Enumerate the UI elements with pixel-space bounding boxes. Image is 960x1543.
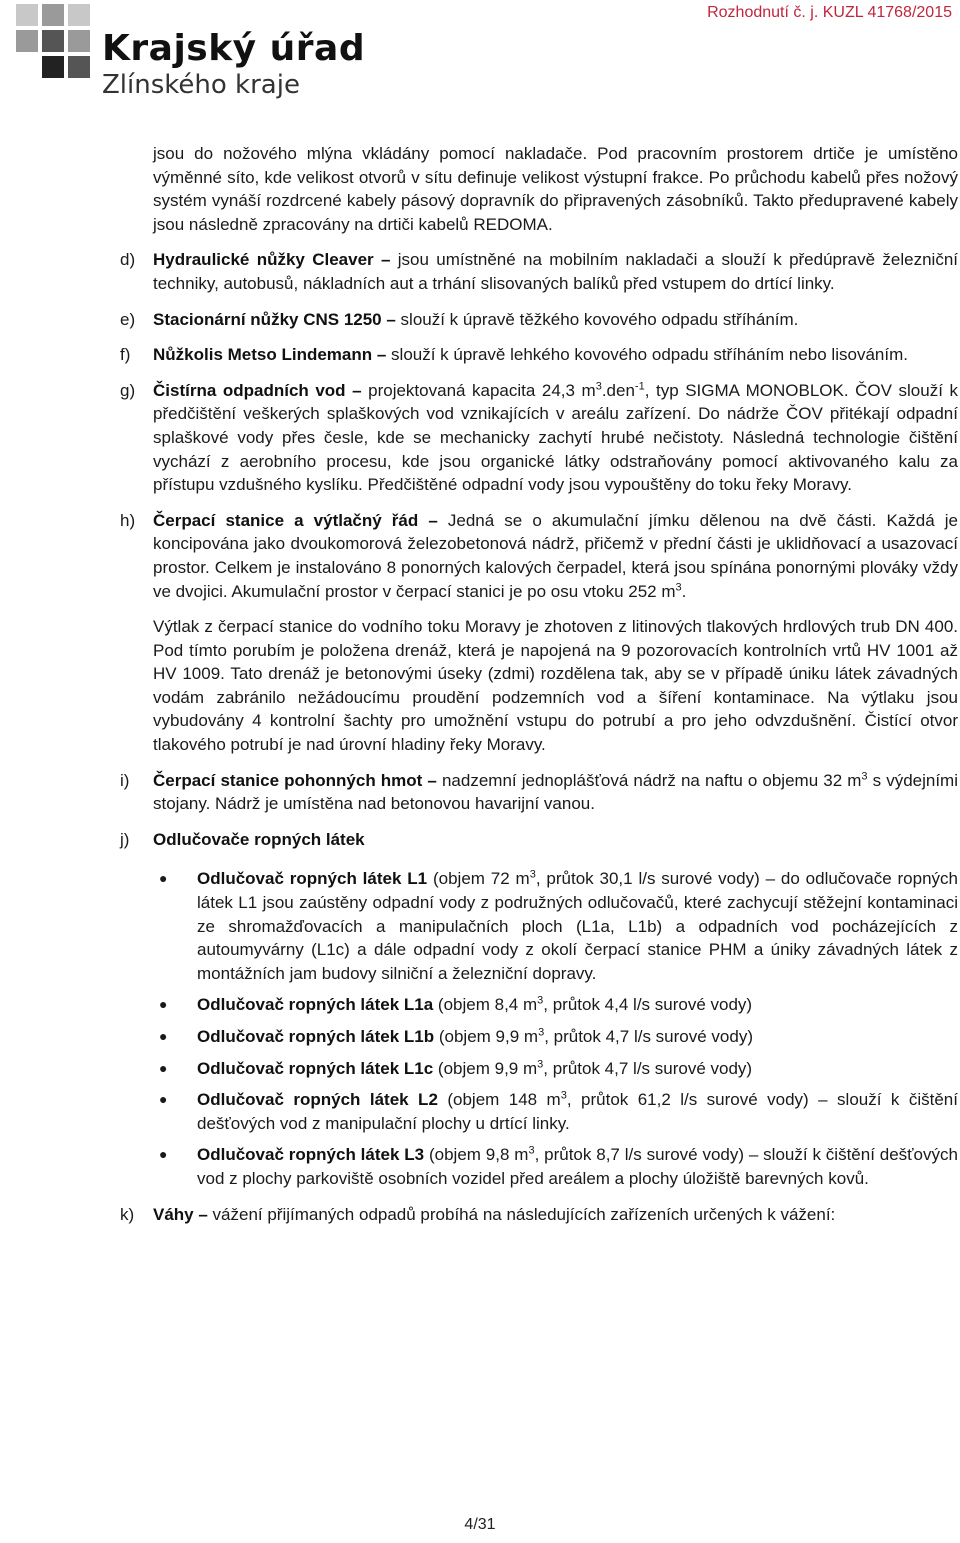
item-title: Stacionární nůžky CNS 1250 – xyxy=(153,309,396,329)
bullet-title: Odlučovač ropných látek L3 xyxy=(197,1145,425,1165)
bullet-item xyxy=(153,1057,958,1081)
bullet-text: (objem 148 m xyxy=(437,1090,561,1110)
list-item-e xyxy=(120,308,958,332)
item-title: Hydraulické nůžky Cleaver – xyxy=(153,250,391,270)
list-item-f xyxy=(120,343,958,367)
separator-bullet-list xyxy=(153,867,958,1190)
superscript: 3 xyxy=(595,380,602,393)
item-text: Jedná se o akumulační jímku dělenou na dvě části. Každá je koncipována jako dvoukomorová železobetonová nádrž, přičemž v přední části je uklidňovací a usazovací prostor. Celkem je instalováno 8 ponorných kalových čerpadel, která jsou spínána ponornými plováky vždy ve dvojici. Akumulační prostor v čerpací stanici je po osu vtoku 252 m xyxy=(153,510,958,601)
item-label: k) xyxy=(120,1204,135,1224)
bullet-title: Odlučovač ropných látek L1a xyxy=(197,995,434,1015)
bullet-text: , průtok 4,4 l/s surové vody) xyxy=(543,995,753,1015)
bullet-icon: ● xyxy=(159,1146,168,1163)
item-text: projektovaná kapacita 24,3 m xyxy=(361,380,596,400)
item-label: j) xyxy=(120,829,130,849)
item-text: slouží k úpravě těžkého kovového odpadu stříháním. xyxy=(395,309,799,329)
list-item-h xyxy=(120,509,958,757)
superscript: -1 xyxy=(634,380,645,393)
superscript: 3 xyxy=(538,1026,545,1039)
item-text: vážení přijímaných odpadů probíhá na následujících zařízeních určených k vážení: xyxy=(207,1204,836,1224)
superscript: 3 xyxy=(537,994,544,1007)
bullet-text: , průtok 8,7 l/s surové vody) – slouží k čištění dešťových vod z plochy parkoviště osobních vozidel před areálem a plochy úložiště barevných kovů. xyxy=(197,1145,958,1188)
bullet-text: , průtok 61,2 l/s surové vody) – slouží k čištění dešťových vod z manipulační plochy u drtící linky. xyxy=(197,1090,958,1133)
item-text: nadzemní jednoplášťová nádrž na naftu o objemu 32 m xyxy=(436,770,862,790)
superscript: 3 xyxy=(861,770,868,782)
bullet-icon: ● xyxy=(159,996,168,1013)
bullet-item xyxy=(153,867,958,985)
list-item-j xyxy=(120,828,958,852)
bullet-title: Odlučovač ropných látek L2 xyxy=(197,1090,438,1110)
bullet-title: Odlučovač ropných látek L1 xyxy=(197,869,428,889)
list-item-g xyxy=(120,379,958,497)
item-label: d) xyxy=(120,250,136,270)
item-text: .den xyxy=(601,380,635,400)
bullet-text: (objem 72 m xyxy=(427,869,530,889)
item-title: Čerpací stanice pohonných hmot – xyxy=(153,770,437,790)
bullet-icon: ● xyxy=(159,1059,168,1076)
list-item-d xyxy=(120,248,958,295)
bullet-icon: ● xyxy=(159,870,168,887)
logo-squares-icon xyxy=(8,4,104,84)
item-title: Odlučovače ropných látek xyxy=(153,829,365,849)
item-text: s výdejními stojany. Nádrž je umístěna nad betonovou havarijní vanou. xyxy=(153,770,959,814)
bullet-text: (objem 8,4 m xyxy=(433,995,538,1015)
item-label: e) xyxy=(120,309,136,329)
bullet-text: , průtok 4,7 l/s surové vody) xyxy=(543,1058,753,1078)
item-title: Čistírna odpadních vod – xyxy=(153,380,362,400)
bullet-item xyxy=(153,1143,958,1190)
bullet-item xyxy=(153,1025,958,1049)
list-item-i xyxy=(120,769,958,816)
bullet-text: (objem 9,9 m xyxy=(433,1058,538,1078)
intro-paragraph: jsou do nožového mlýna vkládány pomocí nakladače. Pod pracovním prostorem drtiče je umístěno výměnné síto, kde velikost otvorů v sítu definuje velikost výstupní frakce. Po průchodu kabelů přes nožový systém vynáší rozdrcené kabely pásový dopravník do připravených zásobníků. Takto předupravené kabely jsou následně zpracovány na drtiči kabelů REDOMA. xyxy=(153,144,958,234)
item-label: f) xyxy=(120,345,131,365)
bullet-text: (objem 9,9 m xyxy=(434,1027,539,1046)
logo-title: Krajský úřad xyxy=(102,28,366,69)
item-title: Čerpací stanice a výtlačný řád – xyxy=(153,510,438,530)
bullet-title: Odlučovač ropných látek L1c xyxy=(197,1058,434,1078)
superscript: 3 xyxy=(528,1144,535,1157)
item-text: . xyxy=(681,581,687,601)
item-label: g) xyxy=(120,380,136,400)
item-label: i) xyxy=(120,770,130,790)
item-paragraph: Výtlak z čerpací stanice do vodního toku Moravy je zhotoven z litinových tlakových hrdlových trub DN 400. Pod tímto porubím je položena drenáž, která je napojená na 9 pozorovacích kontrolních vrtů HV 1001 až HV 1009. Tato drenáž je betonovými úseky (zdmi) rozdělena tak, aby se v případě úniku látek závadných vodám zabránilo nežádoucímu proudění podzemních vod a šíření kontaminace. Na výtlaku jsou vybudovány 4 kontrolní šachty pro umožnění vstupu do potrubí a pro jeho odvzdušnění. Čistící otvor tlakového potrubí je nad úrovní hladiny řeky Moravy. xyxy=(153,617,958,755)
superscript: 3 xyxy=(675,580,682,593)
superscript: 3 xyxy=(529,868,536,881)
bullet-item xyxy=(153,993,958,1017)
bullet-text: , průtok 4,7 l/s surové vody) xyxy=(544,1027,754,1046)
superscript: 3 xyxy=(560,1089,567,1102)
superscript: 3 xyxy=(537,1057,544,1070)
item-title: Váhy – xyxy=(153,1204,208,1224)
bullet-icon: ● xyxy=(159,1091,168,1108)
krajsky-urad-logo xyxy=(8,4,366,104)
document-reference: Rozhodnutí č. j. KUZL 41768/2015 xyxy=(707,4,952,21)
item-text: slouží k úpravě lehkého kovového odpadu stříháním nebo lisováním. xyxy=(386,345,908,365)
item-label: h) xyxy=(120,510,136,530)
list-item-k xyxy=(120,1203,958,1227)
bullet-title: Odlučovač ropných látek L1b xyxy=(197,1027,435,1046)
bullet-text: (objem 9,8 m xyxy=(424,1145,529,1165)
item-title: Nůžkolis Metso Lindemann – xyxy=(153,345,387,365)
logo-subtitle: Zlínského kraje xyxy=(102,70,300,100)
item-text: , typ SIGMA MONOBLOK. ČOV slouží k předčištění veškerých splaškových vod vznikajících v areálu zařízení. Do nádrže ČOV přitékají odpadní splaškové vody přes česle, kde se mechanicky zachytí hrubé nečistoty. Následná technologie čištění vychází z aerobního procesu, kde jsou organické látky odstraňovány pomocí aktivovaného kalu za přístupu vzdušného kyslíku. Předčištěné odpadní vody jsou vypouštěny do toku řeky Moravy. xyxy=(153,380,958,495)
bullet-icon: ● xyxy=(159,1028,168,1044)
item-text: jsou umístněné na mobilním nakladači a slouží k předúpravě železniční techniky, autobusů, nákladních aut a trhání slisovaných balíků před vstupem do drtící linky. xyxy=(153,250,958,293)
page-number: 4/31 xyxy=(464,1516,496,1533)
bullet-text: , průtok 30,1 l/s surové vody) – do odlučovače ropných látek L1 jsou zaústěny odpadní vody z podružných odlučovačů, které zachycují stěžejní kontaminaci ze shromažďovacích a manipulačních ploch (L1a, L1b) a odpadních vod pocházejících z autoumyvárny (L1c) a dále odpadní vody z okolí čerpací stanice PHM a úniky závadných látek z montážních jam budovy silniční a železniční dopravy. xyxy=(197,869,958,983)
bullet-item xyxy=(153,1088,958,1135)
document-body xyxy=(120,142,958,1238)
